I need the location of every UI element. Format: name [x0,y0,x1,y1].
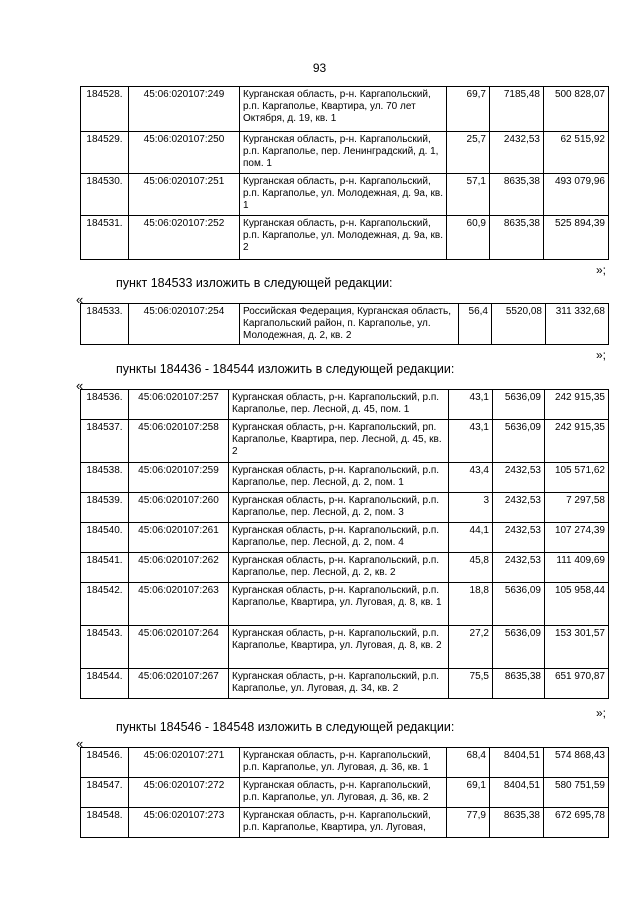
cadastral-number: 45:06:020107:250 [129,132,240,174]
row-number: 184537. [81,420,129,463]
cadastral-value: 580 751,59 [544,778,609,808]
area: 69,7 [447,87,490,132]
area: 77,9 [447,808,490,838]
address: Курганская область, р-н. Каргапольский, р.п. Каргаполье, ул. Луговая, д. 36, кв. 2 [240,778,447,808]
cadastral-number: 45:06:020107:249 [129,87,240,132]
area: 18,8 [449,583,493,626]
closing-quote: »; [596,263,607,277]
address: Российская Федерация, Курганская область, Каргапольский район, п. Каргаполье, ул. Молодежная, д. 2, кв. 2 [240,304,459,345]
cadastral-value: 574 868,43 [544,748,609,778]
table-row [81,216,609,260]
unit-price: 2432,53 [493,553,545,583]
register-table [80,303,609,345]
address: Курганская область, р-н. Каргапольский, рп. Каргаполье, Квартира, пер. Лесной, д. 45, кв. 2 [229,420,449,463]
address: Курганская область, р-н. Каргапольский, р.п. Каргаполье, пер. Лесной, д. 2, пом. 3 [229,493,449,523]
cadastral-value: 493 079,96 [544,174,609,216]
row-number: 184542. [81,583,129,626]
cadastral-number: 45:06:020107:267 [129,669,229,699]
unit-price: 8635,38 [493,669,545,699]
register-table [80,747,609,838]
row-number: 184544. [81,669,129,699]
row-number: 184546. [81,748,129,778]
unit-price: 2432,53 [490,132,544,174]
unit-price: 7185,48 [490,87,544,132]
area: 60,9 [447,216,490,260]
cadastral-number: 45:06:020107:254 [129,304,240,345]
cadastral-value: 525 894,39 [544,216,609,260]
page-number: 93 [312,61,327,75]
cadastral-number: 45:06:020107:251 [129,174,240,216]
row-number: 184528. [81,87,129,132]
cadastral-value: 311 332,68 [546,304,609,345]
cadastral-value: 7 297,58 [545,493,609,523]
address: Курганская область, р-н. Каргапольский, р.п. Каргаполье, Квартира, ул. 70 лет Октября, д. 19, кв. 1 [240,87,447,132]
unit-price: 5636,09 [493,583,545,626]
unit-price: 5636,09 [493,420,545,463]
unit-price: 8635,38 [490,808,544,838]
table-row [81,493,609,523]
row-number: 184539. [81,493,129,523]
table-row [81,748,609,778]
area: 69,1 [447,778,490,808]
address: Курганская область, р-н. Каргапольский, р.п. Каргаполье, пер. Лесной, д. 45, пом. 1 [229,390,449,420]
cadastral-number: 45:06:020107:259 [129,463,229,493]
unit-price: 5520,08 [492,304,546,345]
opening-quote: « [76,292,84,307]
cadastral-value: 500 828,07 [544,87,609,132]
row-number: 184531. [81,216,129,260]
address: Курганская область, р-н. Каргапольский, р.п. Каргаполье, Квартира, ул. Луговая, д. 8, кв. 1 [229,583,449,626]
row-number: 184538. [81,463,129,493]
table-row [81,778,609,808]
opening-quote: « [76,736,84,751]
table-row [81,420,609,463]
table-row [81,523,609,553]
cadastral-value: 111 409,69 [545,553,609,583]
cadastral-number: 45:06:020107:272 [129,778,240,808]
amendment-instruction: пункты 184546 - 184548 изложить в следующей редакции: [116,720,455,734]
area: 75,5 [449,669,493,699]
unit-price: 2432,53 [493,463,545,493]
address: Курганская область, р-н. Каргапольский, р.п. Каргаполье, пер. Ленинградский, д. 1, пом. 1 [240,132,447,174]
area: 56,4 [459,304,492,345]
table-row [81,669,609,699]
table-row [81,132,609,174]
cadastral-value: 153 301,57 [545,626,609,669]
register-table [80,86,609,260]
register-table [80,389,609,699]
area: 68,4 [447,748,490,778]
area: 43,4 [449,463,493,493]
area: 3 [449,493,493,523]
row-number: 184543. [81,626,129,669]
opening-quote: « [76,378,84,393]
amendment-instruction: пункты 184436 - 184544 изложить в следующей редакции: [116,362,455,376]
row-number: 184529. [81,132,129,174]
table-row [81,553,609,583]
cadastral-value: 105 571,62 [545,463,609,493]
cadastral-number: 45:06:020107:258 [129,420,229,463]
table-row [81,583,609,626]
unit-price: 5636,09 [493,390,545,420]
area: 43,1 [449,420,493,463]
row-number: 184530. [81,174,129,216]
unit-price: 8635,38 [490,216,544,260]
address: Курганская область, р-н. Каргапольский, р.п. Каргаполье, пер. Лесной, д. 2, кв. 2 [229,553,449,583]
cadastral-value: 651 970,87 [545,669,609,699]
cadastral-value: 242 915,35 [545,390,609,420]
row-number: 184547. [81,778,129,808]
cadastral-number: 45:06:020107:264 [129,626,229,669]
row-number: 184536. [81,390,129,420]
cadastral-number: 45:06:020107:252 [129,216,240,260]
row-number: 184540. [81,523,129,553]
cadastral-value: 62 515,92 [544,132,609,174]
cadastral-value: 105 958,44 [545,583,609,626]
cadastral-number: 45:06:020107:273 [129,808,240,838]
address: Курганская область, р-н. Каргапольский, р.п. Каргаполье, пер. Лесной, д. 2, пом. 1 [229,463,449,493]
address: Курганская область, р-н. Каргапольский, р.п. Каргаполье, ул. Луговая, д. 34, кв. 2 [229,669,449,699]
cadastral-number: 45:06:020107:271 [129,748,240,778]
table-row [81,174,609,216]
table-row [81,808,609,838]
row-number: 184548. [81,808,129,838]
unit-price: 5636,09 [493,626,545,669]
address: Курганская область, р-н. Каргапольский, р.п. Каргаполье, Квартира, ул. Луговая, [240,808,447,838]
address: Курганская область, р-н. Каргапольский, р.п. Каргаполье, пер. Лесной, д. 2, пом. 4 [229,523,449,553]
cadastral-value: 672 695,78 [544,808,609,838]
cadastral-number: 45:06:020107:261 [129,523,229,553]
unit-price: 2432,53 [493,523,545,553]
unit-price: 8404,51 [490,748,544,778]
cadastral-value: 242 915,35 [545,420,609,463]
unit-price: 8404,51 [490,778,544,808]
area: 27,2 [449,626,493,669]
cadastral-number: 45:06:020107:257 [129,390,229,420]
table-row [81,626,609,669]
area: 57,1 [447,174,490,216]
address: Курганская область, р-н. Каргапольский, р.п. Каргаполье, ул. Молодежная, д. 9а, кв. 2 [240,216,447,260]
table-row [81,463,609,493]
cadastral-number: 45:06:020107:260 [129,493,229,523]
amendment-instruction: пункт 184533 изложить в следующей редакции: [116,276,393,290]
row-number: 184533. [81,304,129,345]
cadastral-value: 107 274,39 [545,523,609,553]
area: 43,1 [449,390,493,420]
area: 25,7 [447,132,490,174]
row-number: 184541. [81,553,129,583]
cadastral-number: 45:06:020107:263 [129,583,229,626]
closing-quote: »; [596,706,607,720]
unit-price: 2432,53 [493,493,545,523]
cadastral-number: 45:06:020107:262 [129,553,229,583]
address: Курганская область, р-н. Каргапольский, р.п. Каргаполье, Квартира, ул. Луговая, д. 8, кв. 2 [229,626,449,669]
table-row [81,87,609,132]
area: 44,1 [449,523,493,553]
unit-price: 8635,38 [490,174,544,216]
address: Курганская область, р-н. Каргапольский, р.п. Каргаполье, ул. Луговая, д. 36, кв. 1 [240,748,447,778]
address: Курганская область, р-н. Каргапольский, р.п. Каргаполье, ул. Молодежная, д. 9а, кв. 1 [240,174,447,216]
table-row [81,304,609,345]
area: 45,8 [449,553,493,583]
closing-quote: »; [596,348,607,362]
table-row [81,390,609,420]
